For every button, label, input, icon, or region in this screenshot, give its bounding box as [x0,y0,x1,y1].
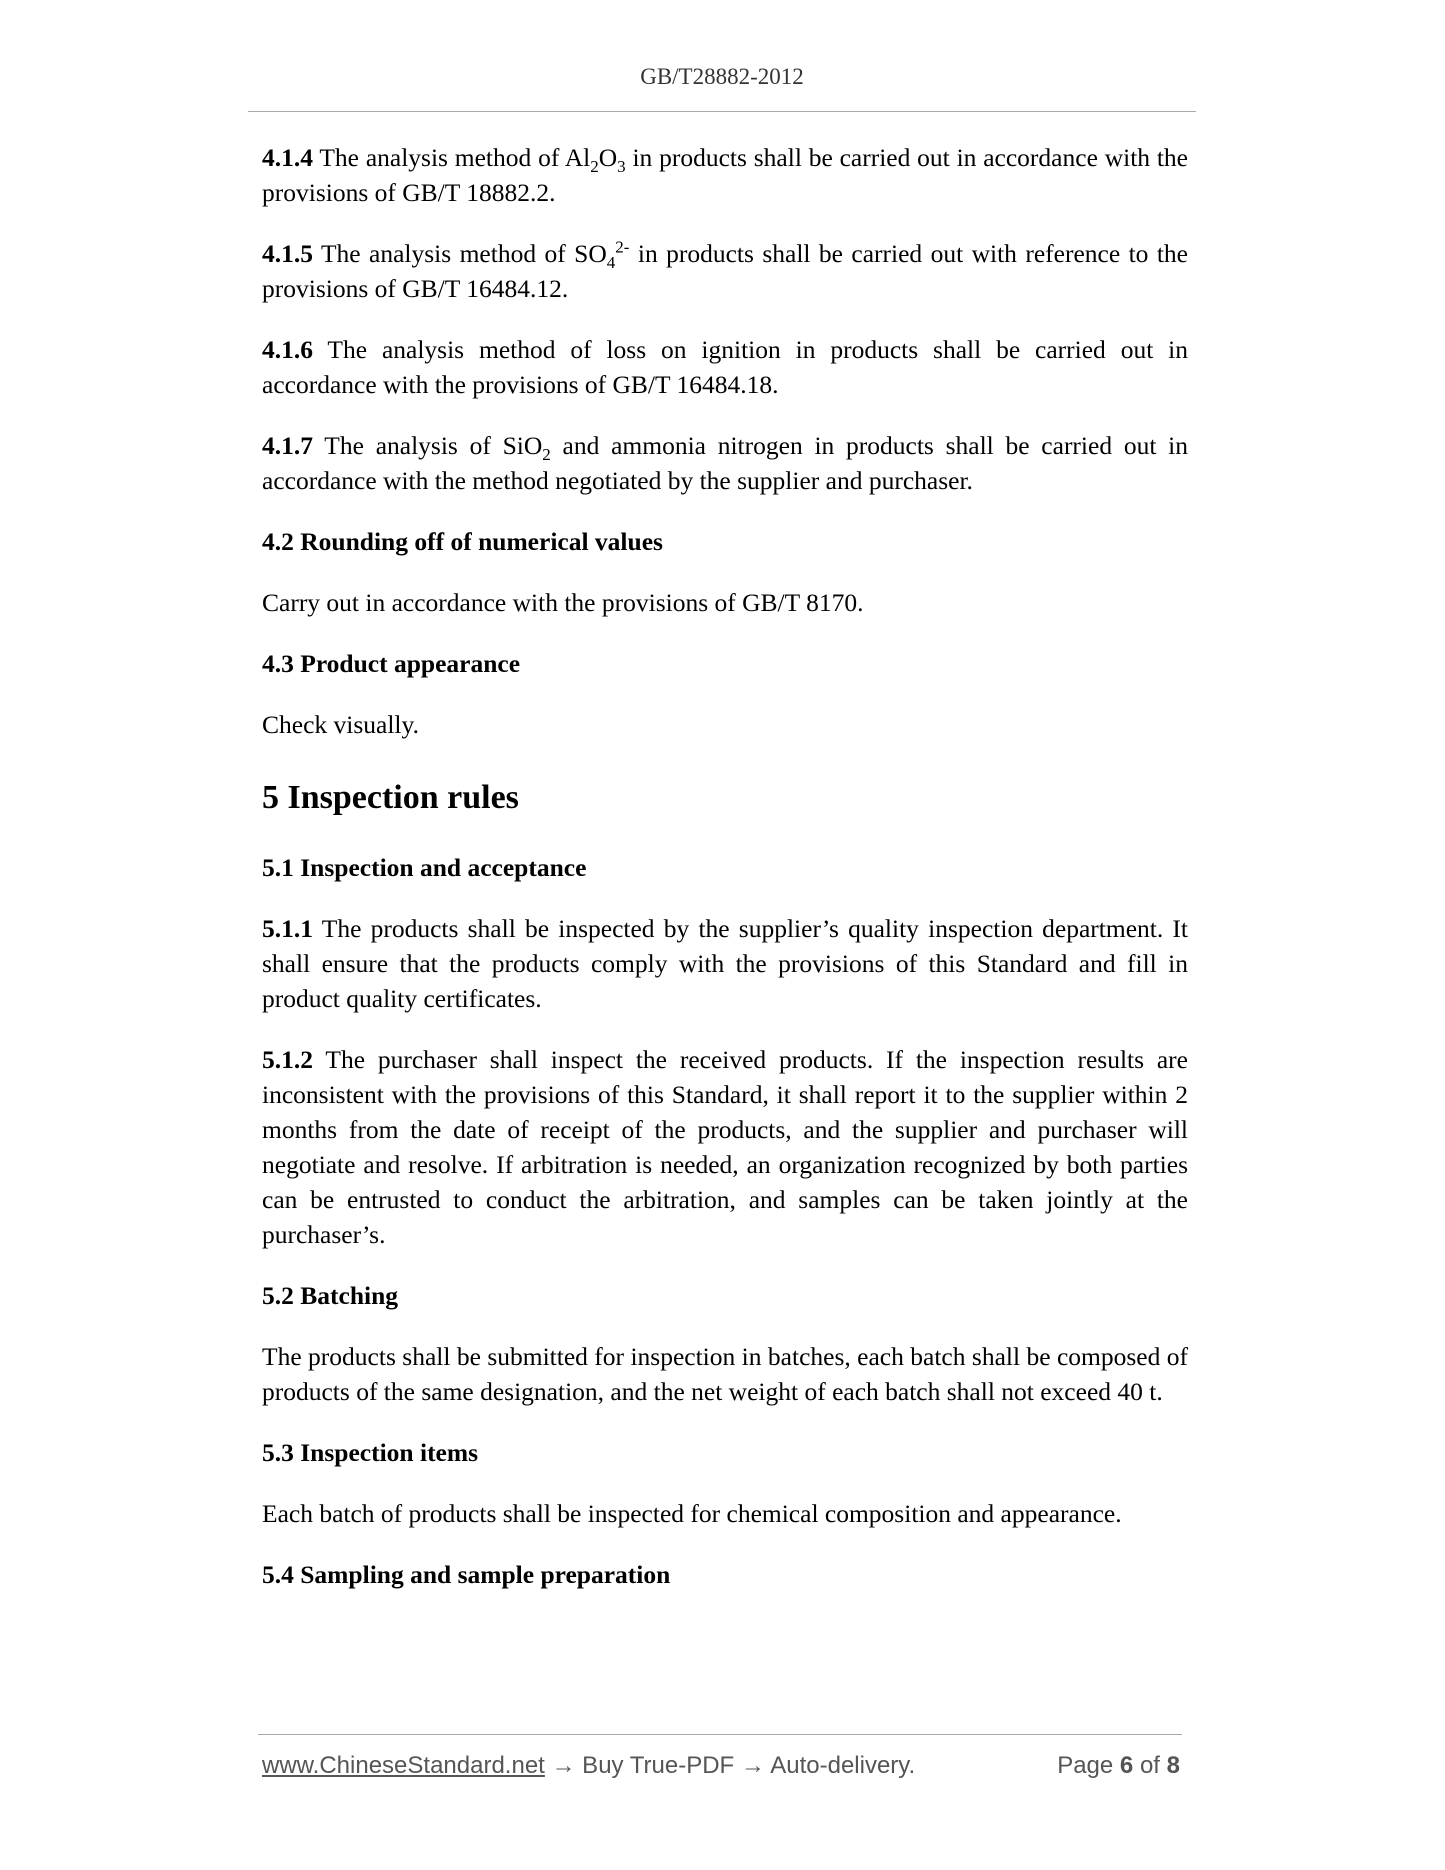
clause-5-1-2: 5.1.2 The purchaser shall inspect the received products. If the inspection results are inconsistent with the provisions of this Standard, it shall report it to the supplier within 2 months from the date of receipt of the products, and the supplier and purchaser will negotiate and resolve. If arbitration is needed, an organization recognized by both parties can be entrusted to conduct the arbitration, and samples can be taken jointly at the purchaser’s. [262,1045,1188,1249]
total-pages-number: 8 [1166,1752,1180,1779]
section-heading-5-2: 5.2 Batching [262,1281,399,1310]
section-text-5-2: The products shall be submitted for inspection in batches, each batch shall be composed of products of the same designation, and the net weight of each batch shall not exceed 40 t. [262,1342,1188,1406]
footer-divider [258,1734,1182,1735]
clause-number: 4.1.5 [262,239,313,268]
clause-number: 4.1.4 [262,143,313,172]
clause-4-1-7: 4.1.7 The analysis of SiO$_2$ and ammonia nitrogen in products shall be carried out in accordance with the method negotiated by the supplier and purchaser. [262,431,1188,495]
section-text-4-2: Carry out in accordance with the provisions of GB/T 8170. [262,588,864,617]
clause-number: 4.1.6 [262,335,313,364]
website-link[interactable]: www.ChineseStandard.net [262,1752,545,1779]
chapter-heading-5: 5 Inspection rules [262,779,519,816]
section-text-4-3: Check visually. [262,710,419,739]
clause-number: 5.1.2 [262,1045,313,1074]
section-heading-4-2: 4.2 Rounding off of numerical values [262,527,663,556]
clause-4-1-4: 4.1.4 The analysis method of $Al_2O_3$ in products shall be carried out in accordance with the provisions of GB/T 18882.2. [262,143,1188,207]
page-content [262,140,1188,1618]
document-header: GB/T28882-2012 [640,64,804,89]
header-divider [248,111,1196,112]
section-heading-5-4: 5.4 Sampling and sample preparation [262,1560,671,1589]
section-heading-5-3: 5.3 Inspection items [262,1438,479,1467]
section-heading-4-3: 4.3 Product appearance [262,649,521,678]
page-indicator: Page 6 of 8 [1057,1752,1180,1779]
clause-number: 4.1.7 [262,431,313,460]
section-text-5-3: Each batch of products shall be inspected for chemical composition and appearance. [262,1499,1122,1528]
clause-number: 5.1.1 [262,914,313,943]
footer-promo-text: → Buy True-PDF → Auto-delivery. [544,1752,916,1779]
current-page-number: 6 [1119,1752,1134,1779]
clause-4-1-5: 4.1.5 The analysis method of $SO_4^{2-}$ in products shall be carried out with reference to the provisions of GB/T 16484.12. [262,237,1188,303]
clause-5-1-1: 5.1.1 The products shall be inspected by the supplier’s quality inspection department. It shall ensure that the products comply with the provisions of this Standard and fill in product quality certificates. [262,914,1188,1013]
clause-4-1-6: 4.1.6 The analysis method of loss on ignition in products shall be carried out in accordance with the provisions of GB/T 16484.18. [262,335,1188,399]
section-heading-5-1: 5.1 Inspection and acceptance [262,853,587,882]
